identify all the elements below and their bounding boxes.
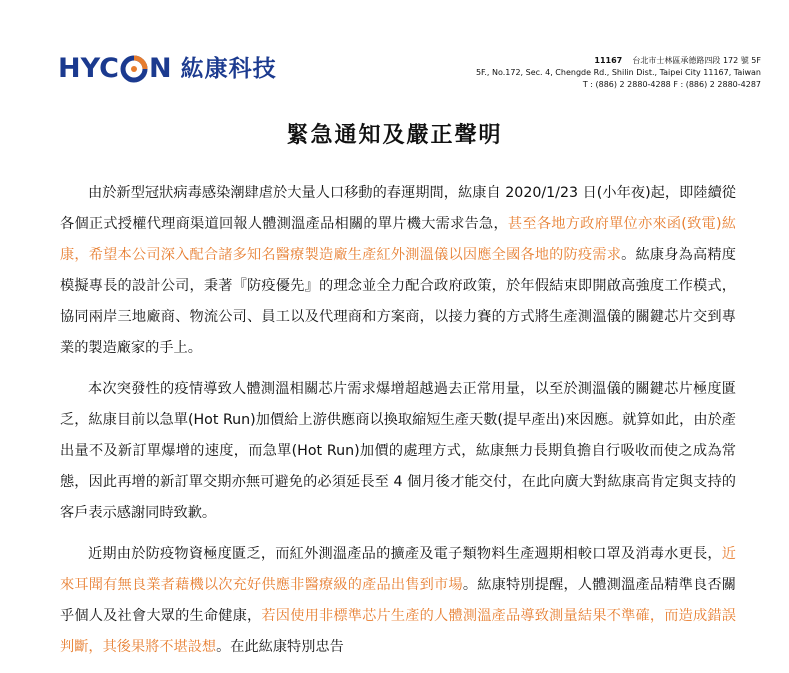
- paragraph-text: 本次突發性的疫情導致人體測溫相關芯片需求爆增超越過去正常用量，以至於測溫儀的關鍵芯片極度匱乏，紘康目前以急單(Hot Run)加價給上游供應商以換取縮短生產天數(提早產出)來因應。就算如此，由於產出量不及新訂單爆增的速度，而急單(Hot Run)加價的處理方式，紘康無力長期負擔自行吸收而使之成為常態，因此再增的新訂單交期亦無可避免的必須延長至 4 個月後才能交付，在此向廣大對紘康高肯定與支持的客戶表示感謝同時致歉。: [60, 381, 736, 521]
- paragraph-text: 近期由於防疫物資極度匱乏，而紅外測溫產品的擴產及電子類物料生產週期相較口罩及消毒水更長，: [88, 546, 722, 562]
- paragraph: [60, 539, 736, 663]
- address-phone-fax: T : (886) 2 2880-4288 F : (886) 2 2880-4287: [582, 80, 761, 89]
- logo-chinese-name: 紘康科技: [180, 56, 277, 82]
- highlighted-text: 近來耳聞有無良業者藉機以次充好供應非醫療級的產品出售到市場: [60, 546, 736, 593]
- document-title: 緊急通知及嚴正聲明: [286, 123, 503, 148]
- company-address: [476, 55, 761, 91]
- paragraph: [60, 374, 736, 529]
- highlighted-text: 若因使用非標準芯片生產的人體測溫產品導致測量結果不準確，而造成錯誤判斷，其後果將不堪設想: [60, 608, 736, 655]
- address-zh-line: 台北市士林區承德路四段 172 號 5F: [632, 56, 761, 65]
- paragraph-text: 。紘康特別提醒，人體測溫產品精準良否關乎個人及社會大眾的生命健康，: [60, 577, 736, 624]
- paragraph-text: 由於新型冠狀病毒感染潮肆虐於大量人口移動的春運期間，紘康自 2020/1/23 日(小年夜)起，即陸續從各個正式授權代理商渠道回報人體測溫產品相關的單片機大需求告急，: [60, 185, 736, 232]
- letterhead: [0, 0, 789, 100]
- company-logo: [58, 54, 277, 84]
- address-zh: [476, 55, 761, 67]
- document-body: [60, 178, 736, 673]
- address-postcode: 11167: [594, 56, 623, 65]
- address-en: 5F., No.172, Sec. 4, Chengde Rd., Shilin Dist., Taipei City 11167, Taiwan: [475, 68, 761, 77]
- paragraph: [60, 178, 736, 364]
- logo-ring-icon: [120, 55, 148, 83]
- highlighted-text: 甚至各地方政府單位亦來函(致電)紘康，希望本公司深入配合諸多知名醫療製造廠生產紅外測溫儀以因應全國各地的防疫需求: [60, 216, 736, 263]
- logo-text-hyc: HYC: [58, 53, 120, 84]
- paragraph-text: 。在此紘康特別忠告: [216, 639, 344, 655]
- paragraph-text: 。紘康身為高精度模擬專長的設計公司，秉著『防疫優先』的理念並全力配合政府政策，於年假結束即開啟高強度工作模式，協同兩岸三地廠商、物流公司、員工以及代理商和方案商，以接力賽的方式將生產測溫儀的關鍵芯片交到專業的製造廠家的手上。: [60, 247, 736, 356]
- logo-text-n: N: [149, 53, 172, 84]
